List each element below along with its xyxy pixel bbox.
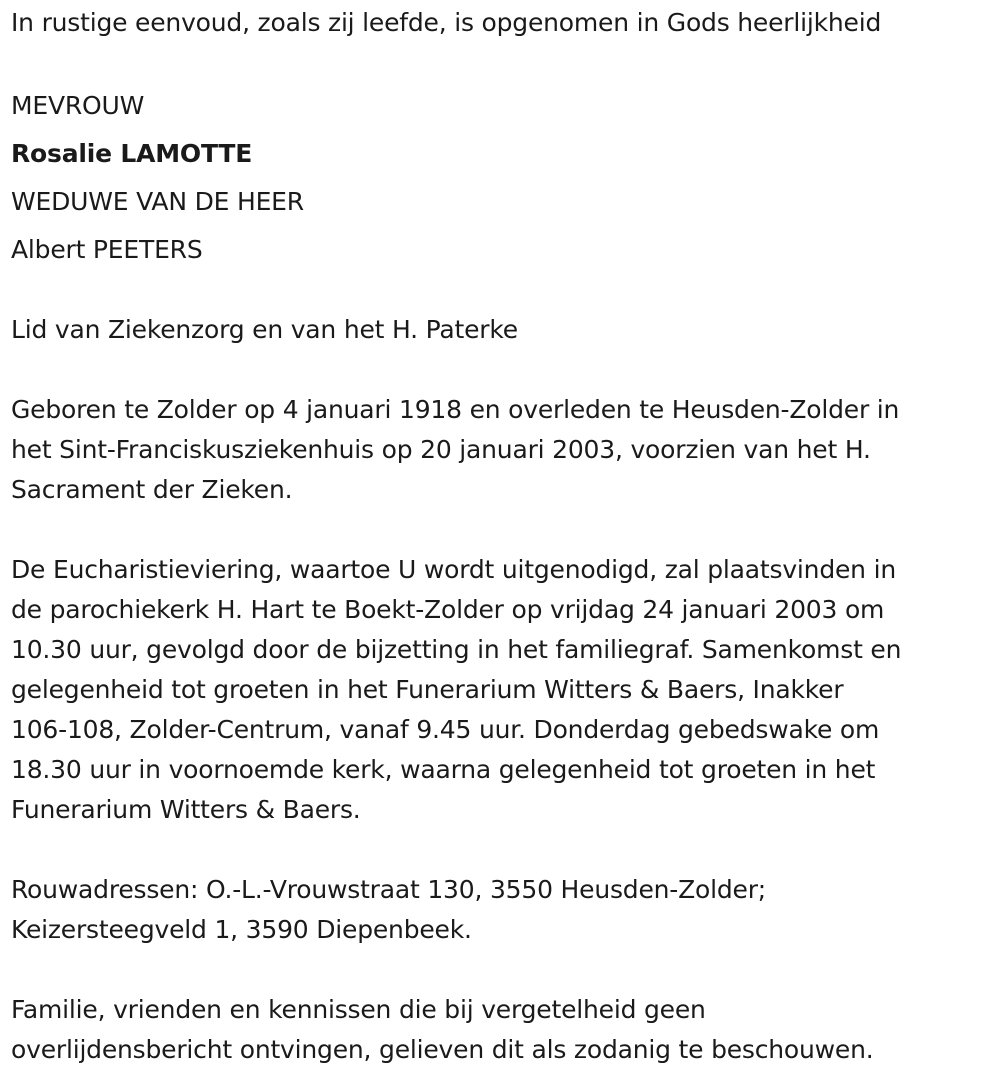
paragraph-line: De Eucharistieviering, waartoe U wordt uitgenodigd, zal plaatsvinden in: [11, 555, 896, 584]
paragraph-line: de parochiekerk H. Hart te Boekt-Zolder op vrijdag 24 januari 2003 om: [11, 595, 885, 624]
intro-text: In rustige eenvoud, zoals zij leefde, is opgenomen in Gods heerlijkheid: [11, 8, 882, 37]
paragraph-line: Sacrament der Zieken.: [11, 475, 293, 504]
birth-death-paragraph: [11, 390, 899, 510]
paragraph-line: het Sint-Franciskusziekenhuis op 20 januari 2003, voorzien van het H.: [11, 435, 871, 464]
paragraph-line: Familie, vrienden en kennissen die bij vergetelheid geen: [11, 995, 706, 1024]
paragraph-line: Keizersteegveld 1, 3590 Diepenbeek.: [11, 915, 472, 944]
paragraph-line: gelegenheid tot groeten in het Funerarium Witters & Baers, Inakker: [11, 675, 844, 704]
family-note-paragraph: [11, 990, 874, 1070]
deceased-name: Rosalie LAMOTTE: [11, 139, 253, 168]
paragraph-line: overlijdensbericht ontvingen, gelieven dit als zodanig te beschouwen.: [11, 1035, 874, 1064]
deceased-title-block: [11, 88, 304, 280]
paragraph-line: 106-108, Zolder-Centrum, vanaf 9.45 uur. Donderdag gebedswake om: [11, 715, 880, 744]
membership-paragraph: [11, 310, 518, 350]
paragraph-line: 10.30 uur, gevolgd door de bijzetting in het familiegraf. Samenkomst en: [11, 635, 902, 664]
ceremony-paragraph: [11, 550, 901, 830]
membership-text: Lid van Ziekenzorg en van het H. Paterke: [11, 315, 518, 344]
mourning-addresses-paragraph: [11, 870, 766, 950]
paragraph-line: Rouwadressen: O.-L.-Vrouwstraat 130, 3550 Heusden-Zolder;: [11, 875, 767, 904]
paragraph-line: Funerarium Witters & Baers.: [11, 795, 361, 824]
paragraph-line: 18.30 uur in voornoemde kerk, waarna gelegenheid tot groeten in het: [11, 755, 876, 784]
widow-of-label: WEDUWE VAN DE HEER: [11, 187, 304, 216]
paragraph-line: Geboren te Zolder op 4 januari 1918 en overleden te Heusden-Zolder in: [11, 395, 900, 424]
husband-name: Albert PEETERS: [11, 235, 203, 264]
salutation: MEVROUW: [11, 91, 145, 120]
